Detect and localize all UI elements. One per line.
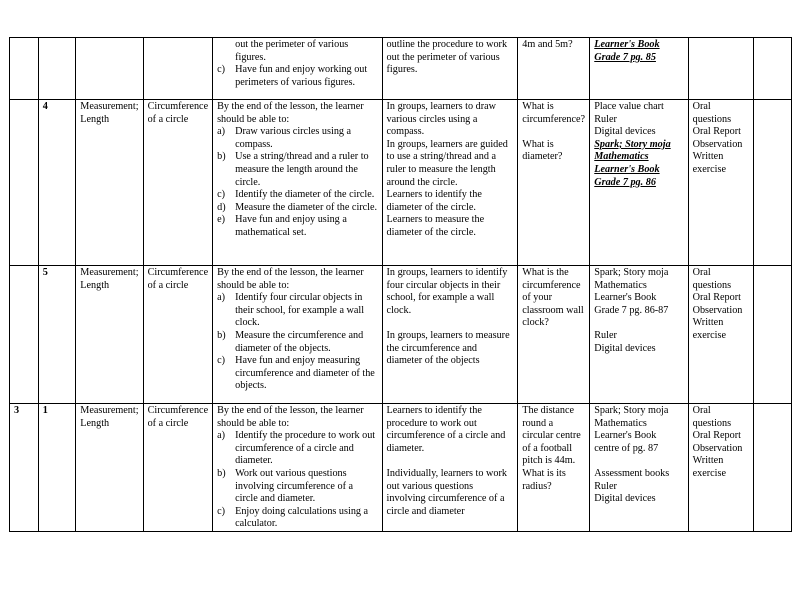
outcome-marker: b) [217, 151, 226, 163]
spacer [387, 455, 514, 468]
outcome-marker: c) [217, 505, 226, 517]
assessment-method: Written exercise [692, 317, 726, 341]
learning-resources-cell [590, 404, 688, 532]
resource-item: Assessment books [594, 467, 670, 479]
outcome-marker: c) [217, 189, 226, 201]
resource-item: Ruler [594, 113, 617, 125]
outcome-item [217, 468, 377, 506]
sub-strand-cell: Circumference of a circle [143, 100, 213, 266]
outcome-marker: e) [217, 214, 226, 226]
outcome-item [217, 355, 377, 393]
experience-text: Individually, learners to work out various questions involving circumference of a circle and diameter [386, 467, 507, 517]
resource-item: Spark; Story moja Mathematics Learner's Book Grade 7 pg. 86-87 [594, 267, 669, 316]
assessment-method: Oral questions [692, 405, 732, 429]
remarks-cell [754, 266, 792, 404]
outcome-item [217, 151, 377, 189]
learning-experiences-cell [382, 38, 518, 100]
outcome-text: Measure the circumference and diameter of the objects. [235, 329, 364, 354]
assessment-method: Observation [692, 304, 743, 316]
spacer [387, 317, 514, 330]
learning-resources-cell [590, 38, 688, 100]
experience-text: In groups, learners to draw various circles using a compass. [386, 101, 497, 138]
assessment-cell [688, 404, 754, 532]
experience-text: outline the procedure to work out the perimeter of various figures. [386, 39, 508, 76]
experience-text: Learners to identify the diameter of the circle. [386, 189, 482, 213]
outcome-item [217, 39, 377, 64]
outcome-text: Draw various circles using a compass. [235, 126, 352, 150]
outcome-item [217, 189, 377, 202]
strand-cell: Measurement; Length [76, 266, 143, 404]
learning-experiences-cell [382, 404, 518, 532]
experience-text: In groups, learners to measure the circumference and diameter of the objects [386, 329, 510, 367]
assessment-method: Oral questions [692, 267, 732, 291]
experience-text: In groups, learners to identify four circular objects in their school, for example a wall clock. [386, 267, 508, 316]
outcome-marker: b) [217, 467, 226, 479]
remarks-cell [754, 404, 792, 532]
outcome-item [217, 214, 377, 239]
lesson-cell: 1 [38, 404, 76, 532]
experience-text: Learners to identify the procedure to work out circumference of a circle and diameter. [386, 405, 506, 454]
scheme-of-work-table [9, 37, 792, 532]
outcome-item [217, 330, 377, 355]
strand-cell: Measurement; Length [76, 100, 143, 266]
inquiry-question-cell [518, 100, 590, 266]
outcome-item [217, 126, 377, 151]
sub-strand-cell: Circumference of a circle [143, 404, 213, 532]
spacer [594, 317, 683, 330]
lesson-cell [38, 38, 76, 100]
outcome-marker: a) [217, 126, 226, 138]
outcome-text: Identify the procedure to work out circumference of a circle and diameter. [235, 430, 376, 467]
inquiry-question-cell [518, 266, 590, 404]
learning-experiences-cell [382, 266, 518, 404]
assessment-method: Written exercise [692, 455, 726, 479]
assessment-cell [688, 266, 754, 404]
inquiry-question-text: What is diameter? [522, 138, 563, 163]
inquiry-question-cell [518, 404, 590, 532]
resource-item: Digital devices [594, 342, 656, 354]
learning-outcomes-cell [213, 266, 382, 404]
outcome-text: Measure the diameter of the circle. [235, 201, 378, 213]
lesson-cell: 5 [38, 266, 76, 404]
learning-resources-cell [590, 266, 688, 404]
assessment-method: Observation [692, 138, 743, 150]
outcome-text: Identify the diameter of the circle. [235, 189, 375, 201]
inquiry-question-text: The distance round a circular centre of a football pitch is 44m. What is its radius? [522, 405, 581, 492]
lesson-row [10, 38, 792, 100]
outcomes-intro: By the end of the lesson, the learner should be able to: [217, 267, 364, 291]
experience-text: In groups, learners are guided to use a string/thread and a ruler to measure the length around the circle. [386, 138, 508, 188]
resource-item: Place value chart [594, 101, 664, 112]
outcome-text: out the perimeter of various figures. [235, 39, 349, 63]
week-cell [10, 100, 39, 266]
lesson-row [10, 404, 792, 532]
outcomes-intro: By the end of the lesson, the learner should be able to: [217, 101, 364, 125]
assessment-method: Oral questions [692, 101, 732, 125]
spacer [594, 455, 683, 468]
resource-item: Ruler [594, 480, 617, 492]
resource-item: Ruler [594, 329, 617, 341]
outcome-text: Identify four circular objects in their school, for example a wall clock. [235, 292, 365, 329]
assessment-method: Oral Report [692, 430, 741, 442]
inquiry-question-cell [518, 38, 590, 100]
remarks-cell [754, 38, 792, 100]
learning-outcomes-cell [213, 38, 382, 100]
learning-outcomes-cell [213, 100, 382, 266]
outcome-marker: d) [217, 201, 226, 213]
outcome-marker: c) [217, 355, 226, 367]
outcome-item [217, 64, 377, 89]
resource-item: Digital devices [594, 126, 656, 138]
inquiry-question-text: 4m and 5m? [522, 39, 573, 50]
outcome-item [217, 202, 377, 215]
outcome-marker: c) [217, 64, 226, 76]
outcome-marker: a) [217, 430, 226, 442]
assessment-method: Oral Report [692, 292, 741, 304]
outcomes-list [217, 126, 377, 239]
strand-cell: Measurement; Length [76, 404, 143, 532]
experience-text: Learners to measure the diameter of the circle. [386, 214, 485, 238]
outcome-text: Enjoy doing calculations using a calculator. [235, 505, 369, 530]
assessment-method: Observation [692, 442, 743, 454]
outcome-marker: b) [217, 329, 226, 341]
assessment-method: Oral Report [692, 126, 741, 138]
resource-item: Learner's Book Grade 7 pg. 85 [594, 39, 660, 63]
sub-strand-cell: Circumference of a circle [143, 266, 213, 404]
assessment-method: Written exercise [692, 151, 726, 175]
assessment-cell [688, 38, 754, 100]
learning-outcomes-cell [213, 404, 382, 532]
outcomes-list [217, 292, 377, 393]
outcome-text: Have fun and enjoy measuring circumference and diameter of the objects. [235, 355, 375, 392]
outcome-text: Have fun and enjoy working out perimeters of various figures. [235, 64, 368, 88]
lesson-row [10, 266, 792, 404]
learning-experiences-cell [382, 100, 518, 266]
outcomes-list [217, 430, 377, 531]
outcome-item [217, 292, 377, 330]
outcome-item [217, 506, 377, 531]
outcome-text: Have fun and enjoy using a mathematical set. [235, 214, 347, 238]
strand-cell [76, 38, 143, 100]
outcome-text: Work out various questions involving circumference of a circle and diameter. [235, 467, 354, 505]
inquiry-question-text: What is circumference? [522, 101, 586, 125]
resource-item: Spark; Story moja Mathematics Learner's Book centre of pg. 87 [594, 405, 669, 454]
outcomes-list [217, 39, 377, 89]
outcomes-intro: By the end of the lesson, the learner should be able to: [217, 405, 364, 429]
outcome-text: Use a string/thread and a ruler to measure the length around the circle. [235, 151, 369, 188]
week-cell: 3 [10, 404, 39, 532]
remarks-cell [754, 100, 792, 266]
lesson-cell: 4 [38, 100, 76, 266]
inquiry-question-text: What is the circumference of your classroom wall clock? [522, 267, 584, 329]
resource-item: Digital devices [594, 493, 656, 505]
resource-item: Spark; Story moja Mathematics Learner's Book Grade 7 pg. 86 [594, 138, 671, 188]
lesson-row [10, 100, 792, 266]
assessment-cell [688, 100, 754, 266]
week-cell [10, 38, 39, 100]
spacer [522, 126, 585, 139]
week-cell [10, 266, 39, 404]
sub-strand-cell [143, 38, 213, 100]
outcome-item [217, 430, 377, 468]
learning-resources-cell [590, 100, 688, 266]
outcome-marker: a) [217, 292, 226, 304]
